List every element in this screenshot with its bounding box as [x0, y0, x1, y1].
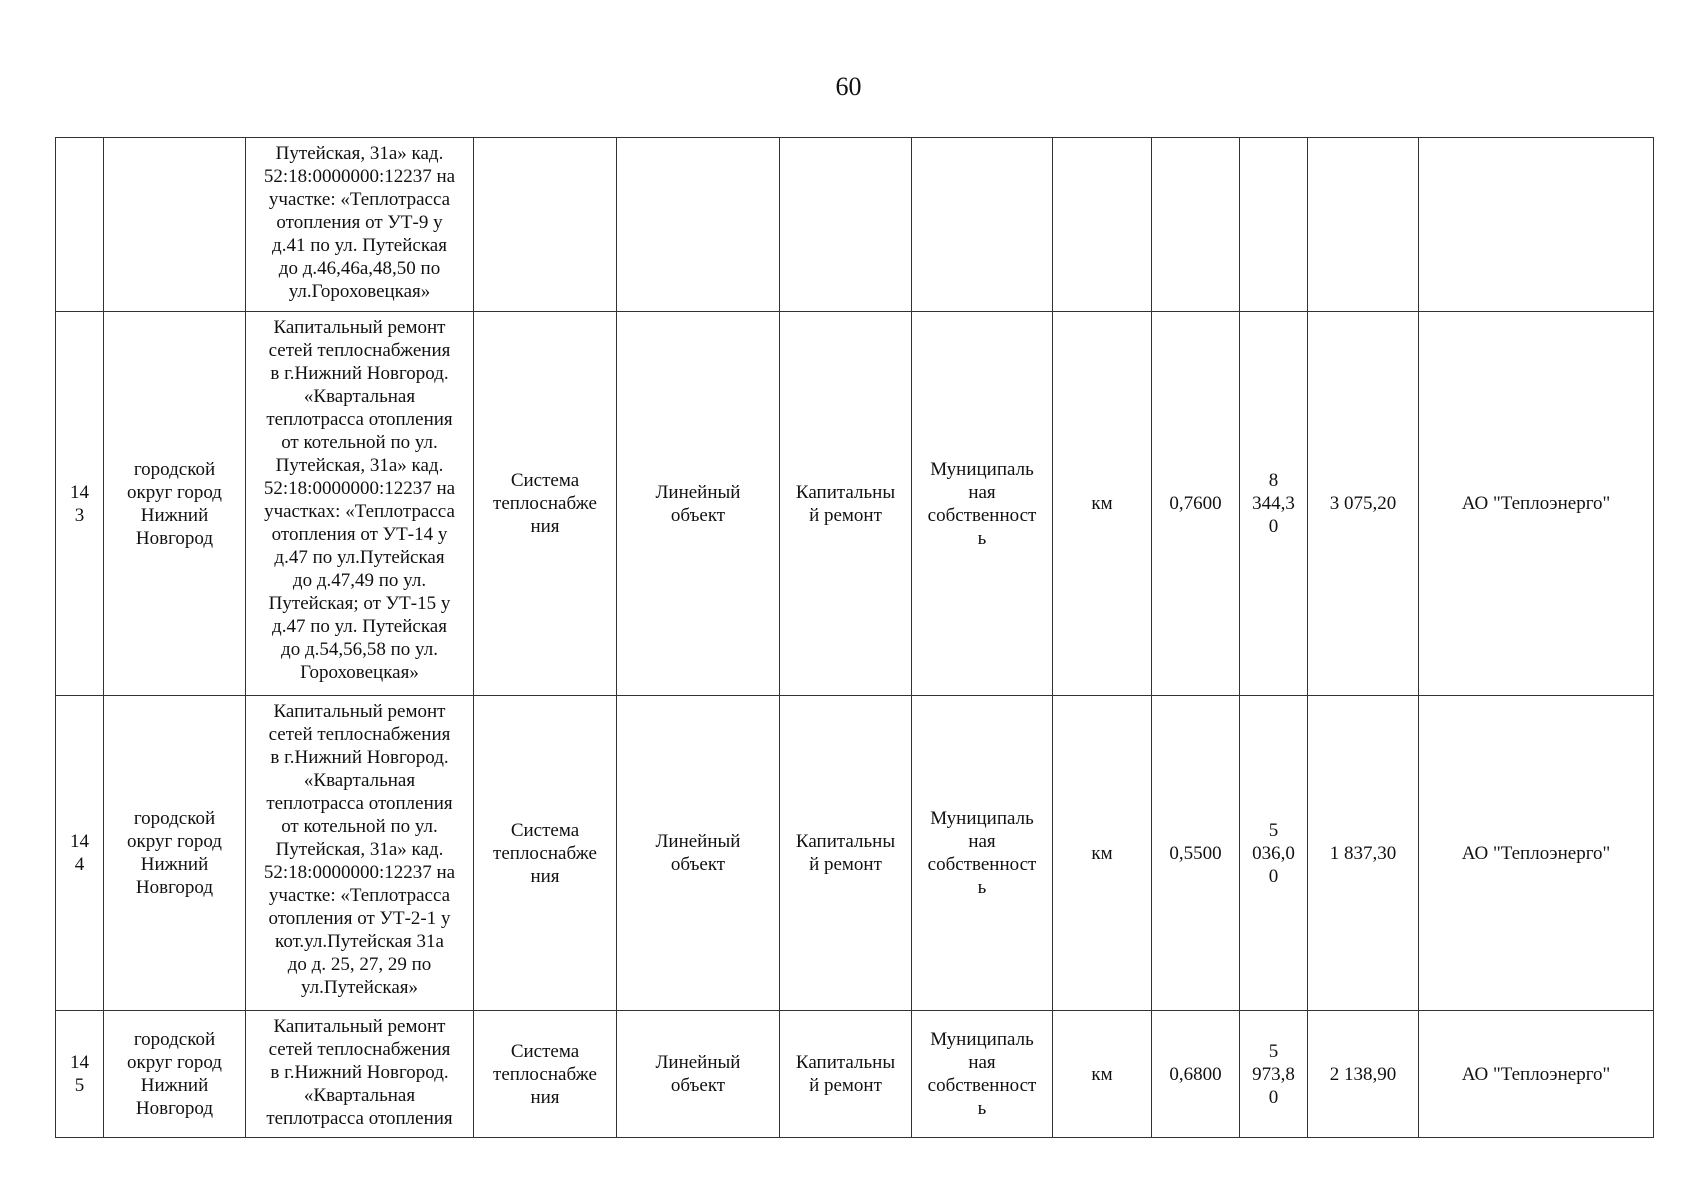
cell-description	[246, 312, 474, 696]
table-row	[56, 1011, 1654, 1138]
description-line: «Квартальная	[303, 770, 416, 791]
cell-text-line: 14	[70, 1052, 89, 1073]
cell-text-line: ная	[968, 481, 996, 503]
cell-object-type	[617, 138, 780, 312]
cell-description	[246, 696, 474, 1011]
description-line: Капитальный ремонт	[273, 1016, 446, 1037]
description-line: в г.Нижний Новгород.	[270, 363, 449, 384]
cell-text-line: Нижний	[140, 854, 209, 875]
description-line: 52:18:0000000:12237 на	[263, 478, 456, 499]
cell-text-line: Система	[510, 1040, 580, 1062]
cell-description	[246, 1011, 474, 1138]
cell-text-line: ная	[968, 1052, 996, 1073]
page-number: 60	[835, 72, 862, 101]
cell-text-line: Капитальны	[795, 481, 896, 503]
description-line: Путейская, 31а» кад.	[275, 143, 444, 164]
cell-text-line: Новгород	[135, 527, 214, 549]
description-line: от котельной по ул.	[281, 816, 438, 837]
cell-description	[246, 138, 474, 312]
table-row	[56, 696, 1654, 1011]
cell-cost	[1240, 138, 1308, 312]
cell-text-line: собственност	[927, 1075, 1037, 1096]
description-line: до д.46,46а,48,50 по	[278, 258, 441, 279]
cell-organization: АО "Теплоэнерго"	[1419, 696, 1654, 1011]
cell-text-line: ь	[977, 527, 987, 549]
cell-text-line: городской	[133, 458, 216, 480]
cell-text-line: Новгород	[135, 877, 214, 898]
cell-text-line: объект	[670, 1075, 726, 1096]
register-table	[55, 137, 1654, 1138]
cell-territory	[104, 312, 246, 696]
cell-text-line: 3	[74, 504, 85, 526]
cell-text-line: ния	[530, 516, 560, 537]
description-line: д.47 по ул. Путейская	[272, 616, 447, 637]
cell-text-line: Линейный	[655, 481, 741, 503]
cell-text-line: 344,3	[1252, 493, 1295, 514]
cell-text-line: 5	[1268, 819, 1279, 841]
cell-text-line: й ремонт	[809, 854, 882, 875]
description-line: «Квартальная	[303, 1085, 416, 1106]
description-line: до д.54,56,58 по ул.	[281, 639, 438, 660]
table-row	[56, 312, 1654, 696]
cell-text-line: ь	[977, 877, 987, 898]
cell-text-line: Нижний	[140, 1075, 209, 1096]
description-line: от котельной по ул.	[281, 432, 438, 453]
cell-organization: АО "Теплоэнерго"	[1419, 312, 1654, 696]
cell-system	[474, 312, 617, 696]
description-line: Гороховецкая»	[300, 662, 419, 683]
cell-text-line: 036,0	[1252, 842, 1295, 864]
cell-object-type	[617, 1011, 780, 1138]
cell-text-line: Капитальны	[795, 1052, 896, 1073]
description-line: Путейская, 31а» кад.	[275, 455, 444, 476]
cell-text-line: 8	[1268, 470, 1279, 491]
cell-text-line: Линейный	[655, 831, 741, 852]
cell-unit: км	[1053, 312, 1152, 696]
cell-text-line: теплоснабже	[493, 493, 597, 514]
cell-text-line: 5	[74, 1075, 85, 1096]
description-line: Путейская, 31а» кад.	[275, 839, 444, 860]
cell-text-line: городской	[133, 808, 216, 829]
cell-text-line: собственност	[927, 504, 1037, 526]
description-line: сетей теплоснабжения	[268, 1039, 451, 1060]
cell-work-type	[780, 696, 912, 1011]
cell-ownership	[912, 696, 1053, 1011]
description-line: кот.ул.Путейская 31а	[275, 931, 444, 952]
cell-text-line: 0	[1268, 1086, 1279, 1108]
cell-ownership	[912, 312, 1053, 696]
description-line: в г.Нижний Новгород.	[270, 747, 449, 768]
description-line: теплотрасса отопления	[266, 1108, 453, 1129]
cell-text-line: й ремонт	[809, 1075, 882, 1096]
cell-organization: АО "Теплоэнерго"	[1419, 1011, 1654, 1138]
cell-number	[56, 312, 104, 696]
cell-text-line: 0	[1268, 865, 1279, 887]
description-line: 52:18:0000000:12237 на	[263, 862, 456, 883]
cell-text-line: Муниципаль	[930, 458, 1034, 480]
cell-object-type	[617, 312, 780, 696]
description-line: Путейская; от УТ-15 у	[268, 593, 451, 614]
cell-text-line: округ город	[127, 1052, 222, 1073]
cell-text-line: теплоснабже	[493, 842, 597, 864]
description-line: отопления от УТ-9 у	[276, 212, 443, 233]
description-line: Капитальный ремонт	[273, 701, 446, 722]
cell-text-line: 5	[1268, 1040, 1279, 1062]
cell-number	[56, 138, 104, 312]
cell-text-line: Система	[510, 819, 580, 841]
cell-ownership	[912, 1011, 1053, 1138]
description-line: до д.47,49 по ул.	[292, 570, 427, 591]
cell-text-line: Капитальны	[795, 831, 896, 852]
cell-unit	[1053, 138, 1152, 312]
cell-territory	[104, 1011, 246, 1138]
cell-text-line: Новгород	[135, 1098, 214, 1119]
cell-number	[56, 696, 104, 1011]
description-line: д.47 по ул.Путейская	[274, 547, 445, 568]
description-line: д.41 по ул. Путейская	[272, 235, 447, 256]
cell-length	[1152, 138, 1240, 312]
cell-text-line: Система	[510, 470, 580, 491]
description-line: участках: «Теплотрасса	[264, 501, 455, 522]
description-line: теплотрасса отопления	[266, 409, 453, 430]
cell-text-line: теплоснабже	[493, 1063, 597, 1085]
cell-length: 0,7600	[1152, 312, 1240, 696]
table-body	[56, 138, 1654, 1138]
cell-text-line: собственност	[927, 854, 1037, 875]
cell-text-line: Нижний	[140, 504, 209, 526]
cell-unit: км	[1053, 1011, 1152, 1138]
cell-ownership	[912, 138, 1053, 312]
cell-territory	[104, 138, 246, 312]
cell-length: 0,6800	[1152, 1011, 1240, 1138]
description-line: теплотрасса отопления	[266, 793, 453, 814]
description-line: 52:18:0000000:12237 на	[263, 166, 456, 187]
cell-text-line: ния	[530, 1086, 560, 1108]
cell-number	[56, 1011, 104, 1138]
description-line: ул.Путейская»	[300, 977, 419, 998]
cell-text-line: 14	[70, 481, 89, 503]
cell-system	[474, 1011, 617, 1138]
table-row	[56, 138, 1654, 312]
description-line: ул.Гороховецкая»	[288, 281, 431, 302]
description-line: отопления от УТ-2-1 у	[268, 908, 451, 929]
cell-cost	[1240, 1011, 1308, 1138]
cell-text-line: 973,8	[1252, 1063, 1295, 1085]
cell-value: 3 075,20	[1308, 312, 1419, 696]
cell-text-line: округ город	[127, 481, 222, 503]
description-line: в г.Нижний Новгород.	[270, 1062, 449, 1083]
cell-length: 0,5500	[1152, 696, 1240, 1011]
description-line: сетей теплоснабжения	[268, 724, 451, 745]
cell-text-line: 4	[74, 854, 85, 875]
cell-work-type	[780, 138, 912, 312]
cell-text-line: городской	[133, 1029, 216, 1050]
description-line: сетей теплоснабжения	[268, 340, 451, 361]
cell-text-line: й ремонт	[809, 504, 882, 526]
cell-text-line: округ город	[127, 831, 222, 852]
cell-text-line: ная	[968, 831, 996, 852]
cell-text-line: Линейный	[655, 1052, 741, 1073]
cell-text-line: ния	[530, 865, 560, 887]
cell-value: 2 138,90	[1308, 1011, 1419, 1138]
cell-value: 1 837,30	[1308, 696, 1419, 1011]
cell-organization	[1419, 138, 1654, 312]
cell-work-type	[780, 1011, 912, 1138]
cell-object-type	[617, 696, 780, 1011]
description-line: Капитальный ремонт	[273, 317, 446, 338]
cell-text-line: 0	[1268, 516, 1279, 537]
cell-system	[474, 696, 617, 1011]
cell-text-line: объект	[670, 504, 726, 526]
description-line: «Квартальная	[303, 386, 416, 407]
description-line: участке: «Теплотрасса	[268, 189, 451, 210]
cell-text-line: объект	[670, 854, 726, 875]
description-line: до д. 25, 27, 29 по	[287, 954, 432, 975]
cell-unit: км	[1053, 696, 1152, 1011]
cell-text-line: 14	[70, 831, 89, 852]
cell-text-line: Муниципаль	[930, 1029, 1034, 1050]
cell-cost	[1240, 696, 1308, 1011]
description-line: участке: «Теплотрасса	[268, 885, 451, 906]
cell-cost	[1240, 312, 1308, 696]
cell-value	[1308, 138, 1419, 312]
description-line: отопления от УТ-14 у	[271, 524, 448, 545]
cell-system	[474, 138, 617, 312]
cell-work-type	[780, 312, 912, 696]
cell-territory	[104, 696, 246, 1011]
cell-text-line: ь	[977, 1098, 987, 1119]
cell-text-line: Муниципаль	[930, 808, 1034, 829]
